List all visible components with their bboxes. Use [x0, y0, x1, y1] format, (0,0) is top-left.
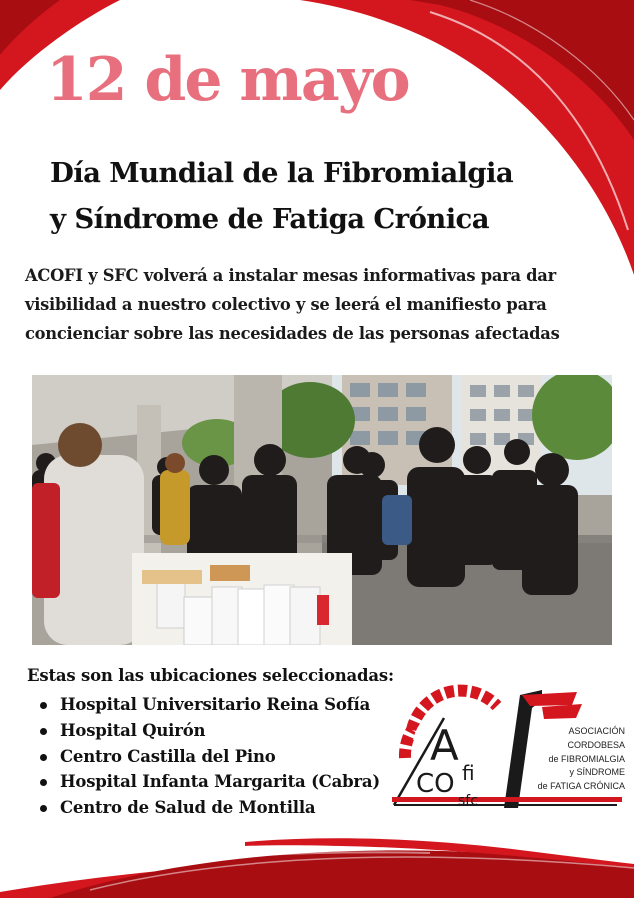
- location-label: Hospital Universitario Reina Sofía: [60, 695, 371, 714]
- location-item: [38, 769, 380, 795]
- intro-line: concienciar sobre las necesidades de las personas afectadas: [25, 324, 560, 343]
- logo-caption-line: de FIBROMIALGIA: [548, 753, 625, 764]
- logo-letter: A: [430, 721, 459, 770]
- location-item: [38, 795, 380, 821]
- location-item: [38, 718, 380, 744]
- location-label: Hospital Infanta Margarita (Cabra): [60, 772, 381, 792]
- bullet-icon: [40, 702, 47, 709]
- logo-caption-line: ASOCIACIÓN: [568, 726, 625, 736]
- event-date: 12 de mayo: [46, 45, 409, 115]
- location-item: [38, 744, 380, 770]
- location-label: Hospital Quirón: [60, 720, 206, 740]
- event-photo: [32, 375, 612, 645]
- event-title-line: Día Mundial de la Fibromialgia: [50, 157, 514, 189]
- bullet-icon: [40, 779, 47, 786]
- logo-letter: CO: [416, 769, 455, 799]
- logo-caption: [505, 725, 625, 794]
- bullet-icon: [40, 805, 47, 812]
- location-label: Centro de Salud de Montilla: [60, 798, 316, 818]
- intro-text: [25, 261, 615, 348]
- locations-heading: Estas son las ubicaciones seleccionadas:: [27, 666, 394, 685]
- locations-list: [38, 692, 380, 821]
- location-label: Centro Castilla del Pino: [60, 746, 276, 766]
- location-item: [38, 692, 380, 718]
- intro-line: visibilidad a nuestro colectivo y se leerá el manifiesto para: [25, 295, 547, 314]
- intro-line: ACOFI y SFC volverá a instalar mesas informativas para dar: [25, 266, 556, 285]
- logo-caption-line: CORDOBESA: [567, 739, 625, 750]
- event-title-line: y Síndrome de Fatiga Crónica: [50, 203, 489, 235]
- logo-letter: sfc: [458, 793, 478, 809]
- logo-caption-line: de FATIGA CRÓNICA: [537, 781, 625, 792]
- event-title: [50, 150, 513, 242]
- logo-letter: fi: [462, 761, 475, 785]
- bullet-icon: [40, 754, 47, 761]
- bullet-icon: [40, 728, 47, 735]
- logo-caption-line: y SÍNDROME: [569, 767, 625, 778]
